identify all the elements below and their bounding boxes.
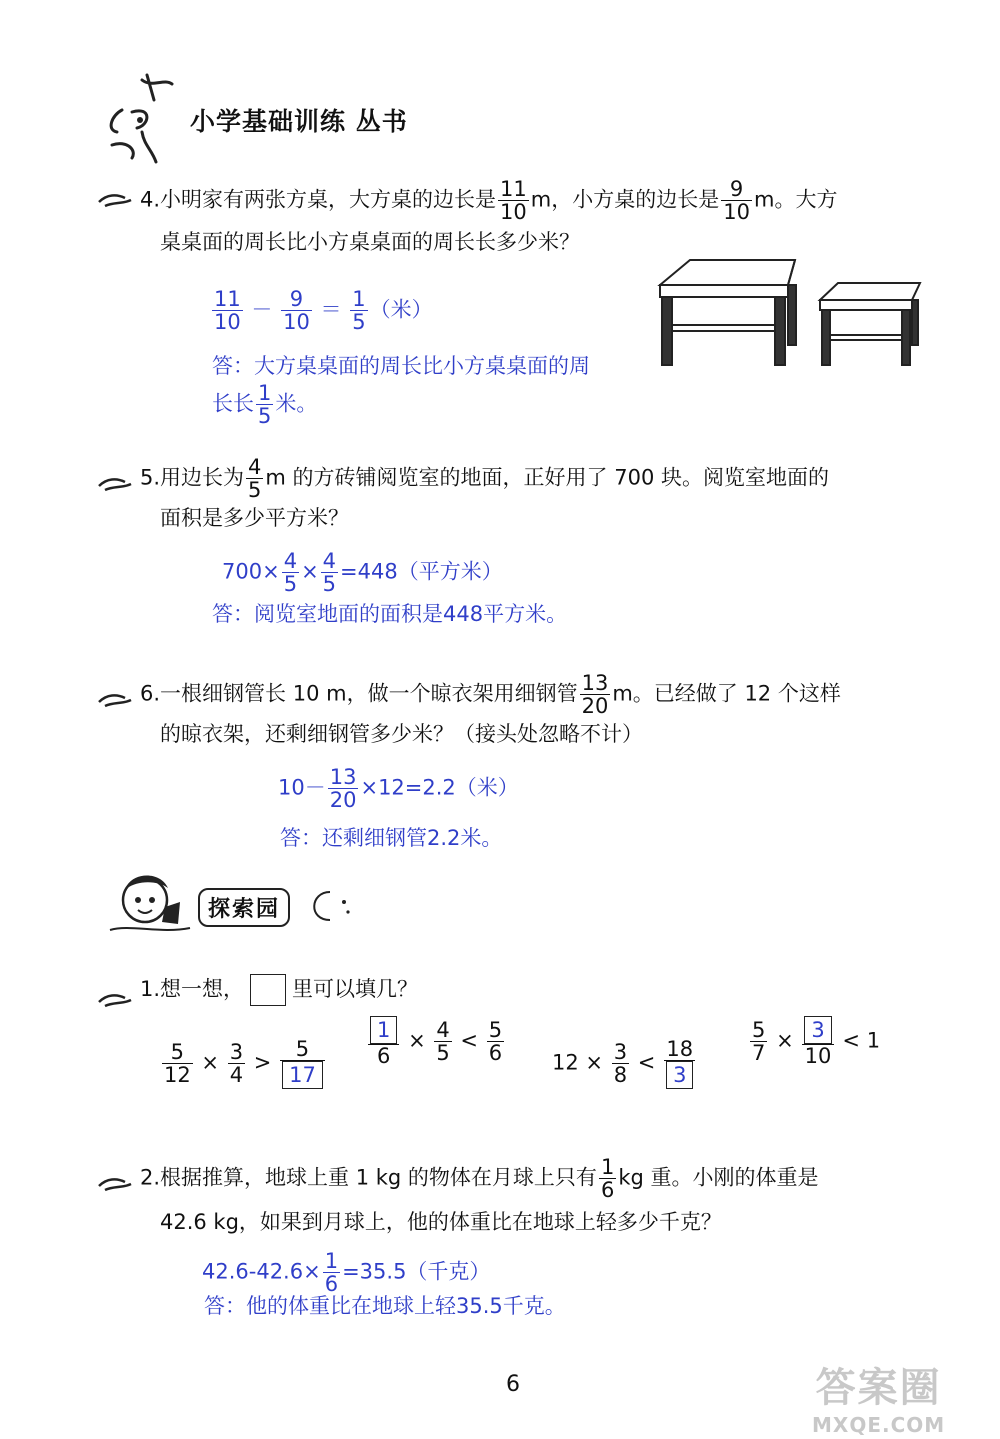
question-bullet-icon bbox=[95, 688, 135, 708]
watermark-logo bbox=[812, 1356, 945, 1437]
explore-2-line2: 42.6 kg，如果到月球上，他的体重比在地球上轻多少千克？ bbox=[160, 1210, 722, 1234]
page-header-title: 小学基础训练 丛书 bbox=[190, 107, 408, 136]
question-bullet-icon bbox=[95, 188, 135, 208]
question-bullet-icon bbox=[95, 988, 135, 1008]
question-4-calculation: $\frac{11}{10}$ － $\frac{9}{10}$ ＝ $\frac{1}{5}$ （米） bbox=[214, 287, 433, 335]
watermark-line2: MXQE.COM bbox=[812, 1413, 946, 1437]
inequality-item-3: 12 × $\frac{3}{8}$ < $\frac{18}{3}$ bbox=[552, 1038, 697, 1089]
question-5-calculation: 700× $\frac{4}{5}$ × $\frac{4}{5}$ =448（平方米） bbox=[222, 549, 503, 597]
question-6-line1: 6.一根细钢管长 10 m，做一个晾衣架用细钢管 $\frac{13}{20}$ m。已经做了 12 个这样 bbox=[140, 671, 841, 719]
question-5-line2: 面积是多少平方米？ bbox=[160, 506, 349, 530]
two-square-tables-illustration bbox=[650, 255, 925, 370]
question-4-line2: 桌桌面的周长比小方桌桌面的周长长多少米？ bbox=[160, 230, 580, 254]
explore-title-swirl-decoration bbox=[300, 888, 355, 924]
answer-box-1: 1 bbox=[370, 1016, 397, 1044]
answer-box-17: 17 bbox=[282, 1061, 323, 1089]
explore-2-line1: 2.根据推算，地球上重 1 kg 的物体在月球上只有 $\frac{1}{6}$ kg 重。小刚的体重是 bbox=[140, 1155, 819, 1203]
question-bullet-icon bbox=[95, 472, 135, 492]
explore-cartoon-character-icon bbox=[100, 862, 195, 937]
question-6-calculation: 10－ $\frac{13}{20}$ ×12=2.2（米） bbox=[278, 765, 519, 813]
inequality-item-4: $\frac{5}{7}$ × $\frac{3}{10}$ < 1 bbox=[752, 1018, 881, 1069]
question-bullet-icon bbox=[95, 1172, 135, 1192]
answer-box-3: 3 bbox=[666, 1061, 693, 1089]
question-5-line1: 5.用边长为 $\frac{4}{5}$ m 的方砖铺阅览室的地面，正好用了 700 块。阅览室地面的 bbox=[140, 455, 829, 503]
question-6-line2: 的晾衣架，还剩细钢管多少米？（接头处忽略不计） bbox=[160, 722, 643, 746]
answer-box-3b: 3 bbox=[804, 1016, 831, 1044]
explore-2-answer: 答：他的体重比在地球上轻35.5千克。 bbox=[204, 1294, 566, 1318]
question-4-line1: 4.小明家有两张方桌，大方桌的边长是 $\frac{11}{10}$ m，小方桌的边长是 $\frac{9}{10}$ m。大方 bbox=[140, 177, 838, 225]
page-number: 6 bbox=[506, 1372, 520, 1397]
question-4-answer-line1: 答：大方桌桌面的周长比小方桌桌面的周 bbox=[212, 354, 590, 378]
question-5-answer: 答：阅览室地面的面积是448平方米。 bbox=[212, 602, 568, 626]
explore-2-calculation: 42.6-42.6× $\frac{1}{6}$ =35.5（千克） bbox=[202, 1249, 491, 1297]
question-4-answer-line2: 长长 $\frac{1}{5}$ 米。 bbox=[212, 381, 318, 429]
question-6-answer: 答：还剩细钢管2.2米。 bbox=[280, 826, 503, 850]
explore-section-title: 探索园 bbox=[198, 888, 290, 927]
inequality-item-2: $\frac{1}{6}$ × $\frac{4}{5}$ < $\frac{5}{6}$ bbox=[366, 1016, 506, 1067]
explore-1-question: 1.想一想， 里可以填几？ bbox=[140, 974, 418, 1006]
inequality-item-1: $\frac{5}{12}$ × $\frac{3}{4}$ > $\frac{5}{17}$ bbox=[160, 1038, 327, 1089]
watermark-line1: 答案圈 bbox=[815, 1365, 942, 1411]
blank-box-icon bbox=[250, 974, 286, 1006]
header-calligraphy-decoration bbox=[92, 70, 182, 165]
